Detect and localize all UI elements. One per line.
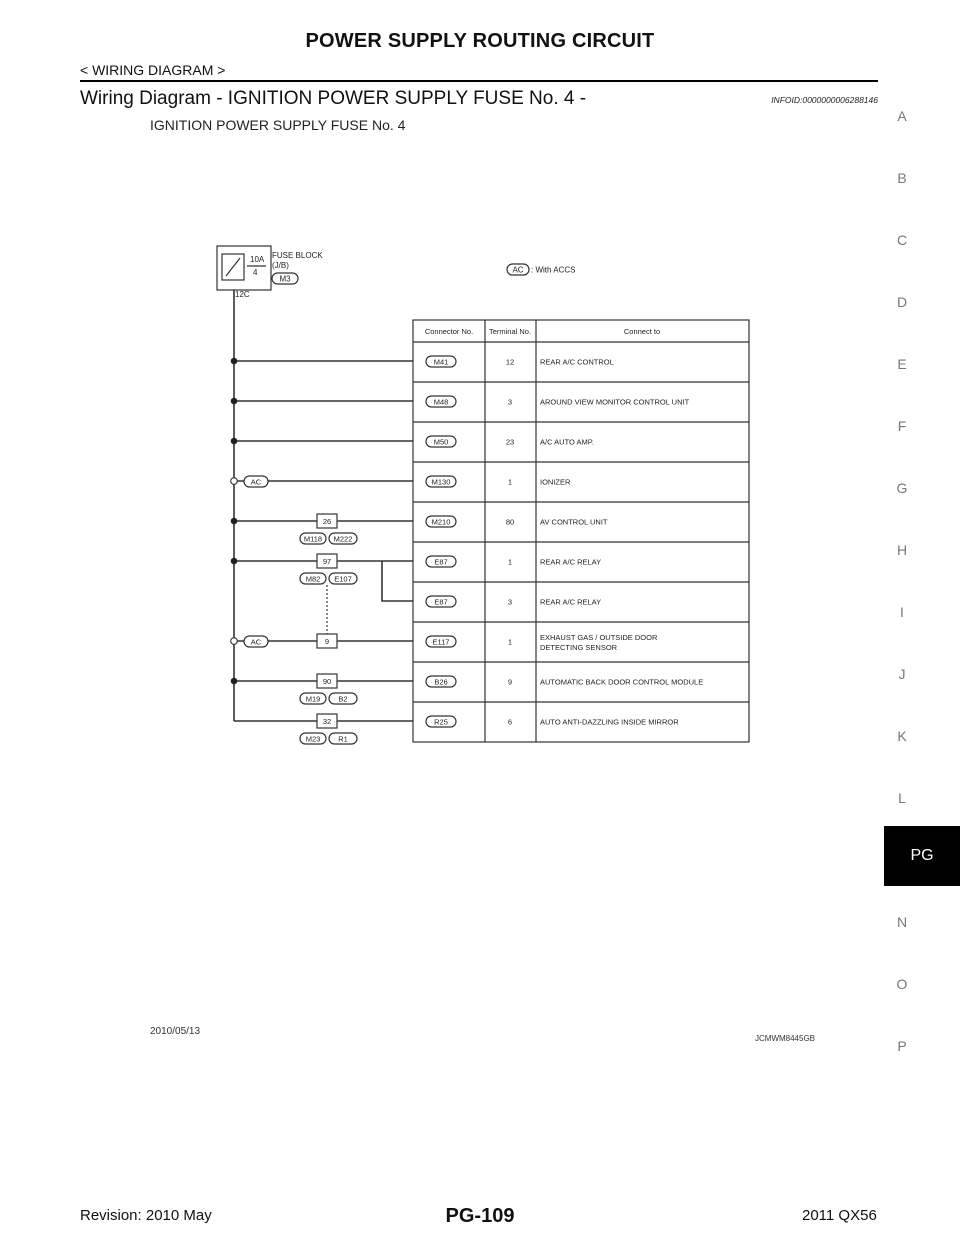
junction-left: M82 [305,574,321,584]
side-index-a[interactable]: A [897,108,907,124]
junction-pin: 26 [322,517,332,526]
fuse-block-sub: (J/B) [272,261,289,270]
side-index-o[interactable]: O [896,976,908,992]
diagram-shape [231,478,238,485]
row-connect-to: A/C AUTO AMP. [540,437,594,447]
row-connect-to: REAR A/C CONTROL [540,357,614,367]
diagram-shape [231,438,238,445]
side-index-f[interactable]: F [897,418,907,434]
side-index-i[interactable]: I [900,604,904,620]
side-index-h[interactable]: H [896,542,908,558]
junction-left: M23 [305,734,321,744]
row-terminal: 12 [505,357,515,367]
side-index-k[interactable]: K [897,728,907,744]
diagram-shape [382,561,413,601]
junction-pin: 9 [324,637,330,646]
footer-revision: Revision: 2010 May [80,1207,212,1224]
junction-left: M19 [305,694,321,704]
header-connector: Connector No. [424,327,474,336]
breadcrumb: < WIRING DIAGRAM > [80,62,226,78]
row-connect-to-line2: DETECTING SENSOR [540,643,618,652]
footer-model: 2011 QX56 [802,1207,877,1224]
row-connector: M130 [431,477,451,487]
row-connect-to: AUTO ANTI-DAZZLING INSIDE MIRROR [540,717,679,727]
row-terminal: 9 [507,677,513,687]
side-index-g[interactable]: G [896,480,908,496]
side-index-pg-active[interactable]: PG [884,826,960,886]
fuse-amp: 10A [250,255,265,264]
junction-pin: 32 [322,717,332,726]
fuse-terminal: 12C [235,290,250,299]
legend-text: : With ACCS [531,265,576,275]
page-title: POWER SUPPLY ROUTING CIRCUIT [305,30,655,52]
footer-page-number: PG-109 [445,1205,515,1227]
row-connector: M41 [433,357,449,367]
junction-pin: 90 [322,677,332,686]
diagram-shape [226,258,240,276]
fuse-block-label: FUSE BLOCK [272,251,323,260]
row-connect-to: REAR A/C RELAY [540,557,602,567]
diagram-code: JCMWM8445GB [755,1034,816,1043]
row-connect-to: EXHAUST GAS / OUTSIDE DOOR [540,633,658,642]
row-connect-to: REAR A/C RELAY [540,597,602,607]
diagram-title: IGNITION POWER SUPPLY FUSE No. 4 [150,117,406,133]
side-index-p[interactable]: P [897,1038,907,1054]
row-terminal: 3 [507,397,513,407]
side-index-c[interactable]: C [896,232,908,248]
ac-badge-text: AC [250,477,262,487]
side-index-e[interactable]: E [897,356,907,372]
header-terminal: Terminal No. [488,327,532,336]
row-connector: E87 [434,597,448,607]
side-index-j[interactable]: J [898,666,906,682]
row-connect-to: IONIZER [540,477,571,487]
side-index-b[interactable]: B [897,170,907,186]
row-connector: R25 [434,717,448,727]
row-terminal: 1 [507,637,513,647]
junction-right: R1 [338,734,348,744]
side-index-l[interactable]: L [898,790,906,806]
row-connector: M210 [431,517,451,527]
row-terminal: 6 [507,717,513,727]
section-title: Wiring Diagram - IGNITION POWER SUPPLY FUSE No. 4 - [80,88,587,109]
diagram-shape [231,358,238,365]
diagram-shape [231,558,238,565]
row-connector: E117 [432,637,450,647]
row-connect-to: AROUND VIEW MONITOR CONTROL UNIT [540,397,690,407]
header-connect-to: Connect to [623,327,661,336]
row-terminal: 3 [507,597,513,607]
row-terminal: 1 [507,557,513,567]
diagram-shape [231,518,238,525]
diagram-date: 2010/05/13 [150,1026,201,1037]
row-connector: B26 [434,677,448,687]
junction-right: B2 [338,694,348,704]
legend-badge-text: AC [512,265,524,275]
junction-right: M222 [333,534,353,544]
diagram-shape [231,678,238,685]
diagram-shape [231,398,238,405]
side-index-n[interactable]: N [896,914,908,930]
fuse-number: 4 [253,268,258,277]
row-terminal: 80 [505,517,515,527]
ac-badge-text: AC [250,637,262,647]
side-index-d[interactable]: D [896,294,908,310]
junction-left: M118 [303,534,323,544]
row-connect-to: AUTOMATIC BACK DOOR CONTROL MODULE [540,677,704,687]
row-connect-to: AV CONTROL UNIT [540,517,608,527]
row-terminal: 23 [505,437,515,447]
junction-pin: 97 [322,557,332,566]
row-terminal: 1 [507,477,513,487]
info-id: INFOID:0000000006288146 [771,95,878,105]
diagram-shape [231,638,238,645]
row-connector: M48 [433,397,449,407]
junction-right: E107 [334,574,352,584]
fuse-connector: M3 [279,274,291,284]
row-connector: E87 [434,557,448,567]
row-connector: M50 [433,437,449,447]
